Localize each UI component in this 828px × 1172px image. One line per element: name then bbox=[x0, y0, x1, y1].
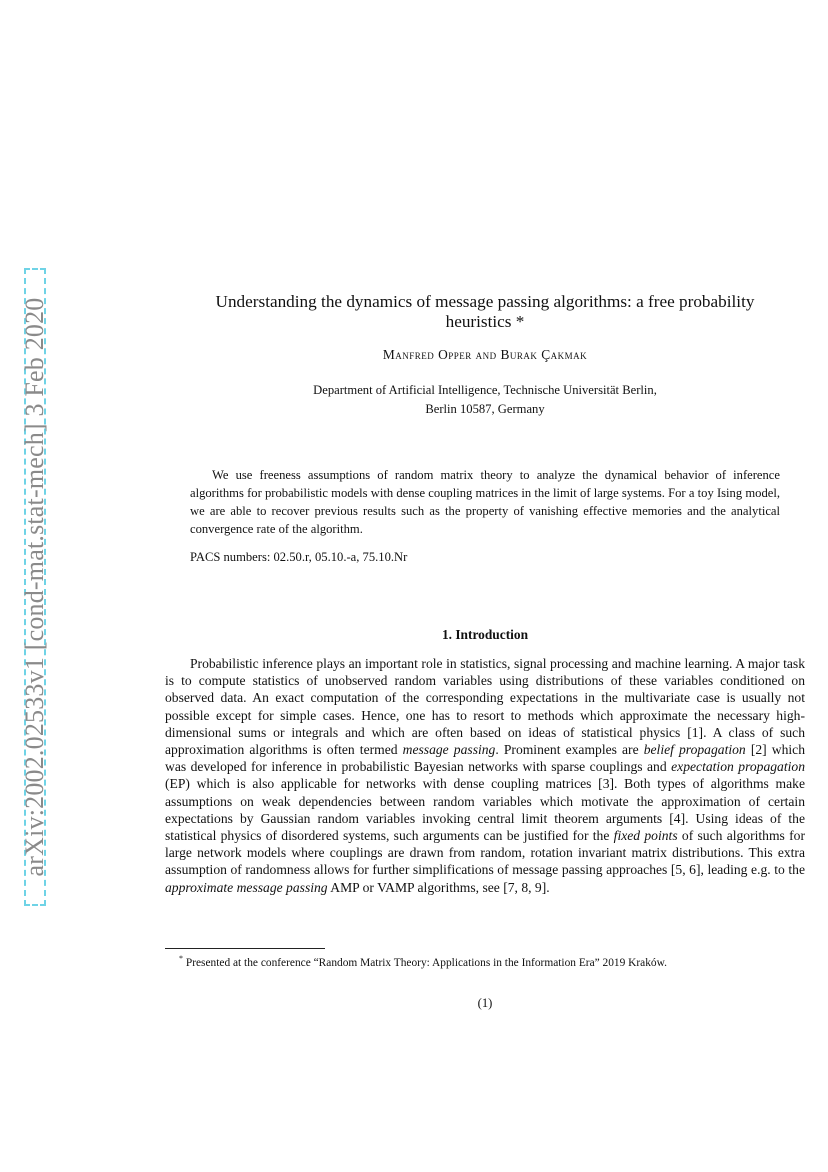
arxiv-identifier: arXiv:2002.02533v1 [cond-mat.stat-mech] 3 Feb 2020 bbox=[20, 297, 49, 877]
abstract: We use freeness assumptions of random matrix theory to analyze the dynamical behavior of inference algorithms for probabilistic models with dense coupling matrices in the limit of large systems. For a toy Ising model, we are able to recover previous results such as the property of vanishing effective memories and the analytical convergence rate of the algorithm. bbox=[190, 468, 780, 536]
body-emphasis: approximate message passing bbox=[165, 879, 328, 895]
page-number: (1) bbox=[477, 996, 493, 1010]
body-emphasis: message passing bbox=[402, 742, 496, 758]
footnote-text: Presented at the conference “Random Matrix Theory: Applications in the Information Era” 2019 Kraków. bbox=[185, 956, 667, 969]
body-text-run: of such algorithms for large network models where couplings are drawn from random, rotation invariant matrix distributions. This extra assumption of randomness allows for further simplifications of message passing approaches [5, 6], leading e.g. to the bbox=[165, 828, 805, 878]
footnote-divider bbox=[165, 948, 325, 949]
body-emphasis: expectation propagation bbox=[671, 759, 805, 775]
paper-authors: Manfred Opper and Burak Çakmak bbox=[382, 347, 588, 362]
body-text-run: . Prominent examples are bbox=[495, 742, 644, 758]
paper-title: Understanding the dynamics of message passing algorithms: a free probability heuristics * bbox=[215, 292, 755, 331]
footnote-mark: * bbox=[179, 954, 183, 963]
pacs-numbers: PACS numbers: 02.50.r, 05.10.-a, 75.10.Nr bbox=[190, 550, 408, 564]
section-heading: 1. Introduction bbox=[441, 627, 529, 642]
affiliation-line-2: Berlin 10587, Germany bbox=[425, 402, 545, 416]
footnote bbox=[165, 954, 805, 969]
body-text-run: (EP) which is also applicable for networks with dense coupling matrices [3]. Both types of algorithms make assumptions on weak dependencies between random variables which motivate the approximation of certain expectations by Gaussian random variables invoking central limit theorem arguments [4]. Using ideas of the statistical physics of disordered systems, such arguments can be justified for the bbox=[165, 776, 805, 844]
affiliation-line-1: Department of Artificial Intelligence, Technische Universität Berlin, bbox=[313, 383, 657, 397]
body-text-run: AMP or VAMP algorithms, see [7, 8, 9]. bbox=[327, 879, 550, 895]
body-paragraph bbox=[165, 655, 805, 896]
body-text-run: [2] which was developed for inference in probabilistic Bayesian networks with sparse couplings and bbox=[165, 742, 805, 775]
body-emphasis: belief propagation bbox=[643, 742, 746, 758]
body-text-run: Probabilistic inference plays an important role in statistics, signal processing and machine learning. A major task is to compute statistics of unobserved random variables using distributions of these variables conditioned on observed data. An exact computation of the corresponding expectations in the multivariate case is usually not possible except for simple cases. Hence, one has to resort to methods which approximate the necessary high-dimensional sums or integrals and which are often based on ideas of statistical physics [1]. A class of such approximation algorithms is often termed bbox=[165, 656, 805, 758]
affiliation bbox=[190, 381, 780, 419]
body-emphasis: fixed points bbox=[613, 828, 678, 844]
